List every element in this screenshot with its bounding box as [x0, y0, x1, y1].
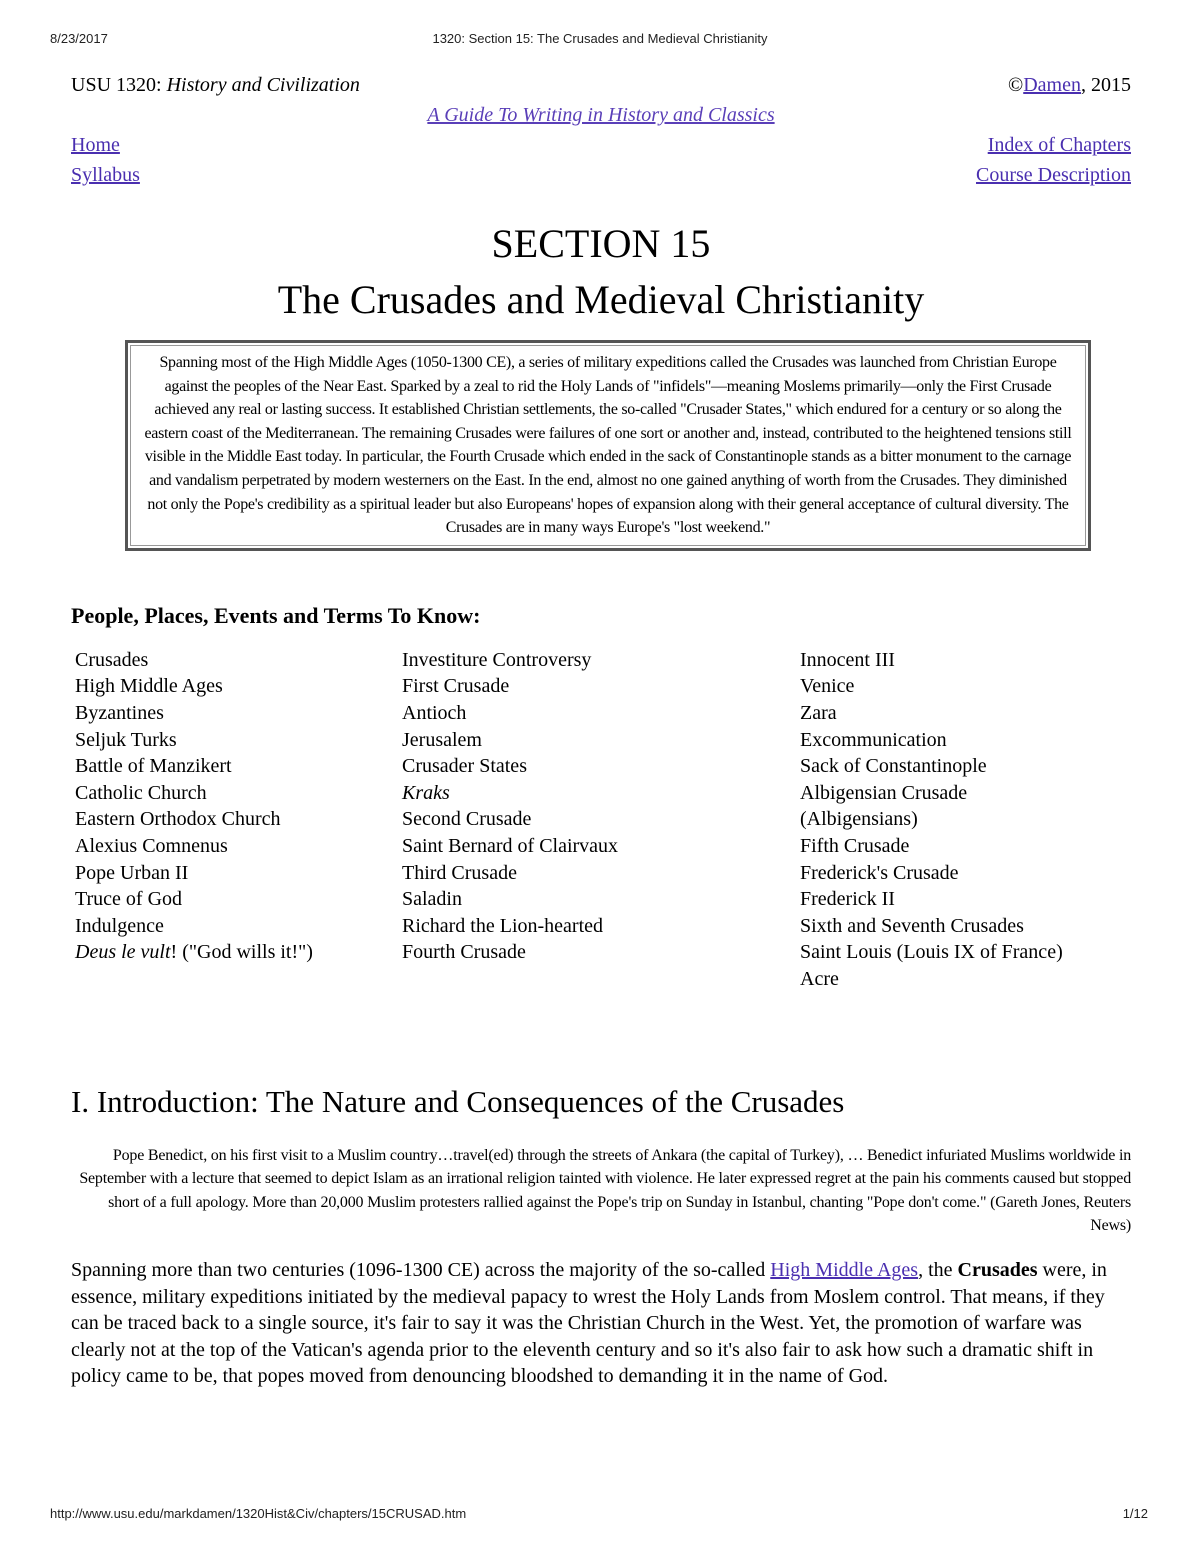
term-item: First Crusade	[402, 675, 510, 698]
term-item: Battle of Manzikert	[75, 755, 232, 778]
term-item: Innocent III	[800, 648, 895, 671]
term-item: Crusades	[75, 648, 149, 671]
term-item: Jerusalem	[402, 728, 482, 751]
term-item: Excommunication	[800, 728, 947, 751]
term-item: Fourth Crusade	[402, 941, 526, 964]
course-title: History and Civilization	[166, 74, 360, 96]
term-item: Catholic Church	[75, 781, 207, 804]
page-number: 1/12	[1122, 1506, 1148, 1521]
paragraph-text-mid: , the	[918, 1259, 958, 1282]
paragraph-text-start: Spanning more than two centuries (1096-1300 CE) across the majority of the so-called	[71, 1259, 771, 1282]
term-item: Indulgence	[75, 914, 164, 937]
term-item: Saladin	[402, 888, 462, 911]
introduction-heading: I. Introduction: The Nature and Consequences of the Crusades	[71, 1083, 845, 1119]
section-heading	[71, 216, 1131, 328]
nav-row-2	[71, 160, 1131, 190]
term-item: Antioch	[402, 701, 467, 724]
terms-column-1	[75, 647, 313, 966]
term-item: Albigensian Crusade	[800, 781, 968, 804]
term-item: Byzantines	[75, 701, 164, 724]
term-item: Sixth and Seventh Crusades	[800, 914, 1024, 937]
term-item: Saint Louis (Louis IX of France)	[800, 941, 1063, 964]
nav-row-1	[71, 130, 1131, 160]
course-header-row	[71, 70, 1131, 100]
document-page	[71, 70, 1131, 1389]
crusades-term: Crusades	[957, 1259, 1038, 1282]
intro-paragraph	[71, 1257, 1131, 1389]
print-date: 8/23/2017	[50, 31, 108, 46]
course-name	[71, 70, 360, 100]
term-item: Zara	[800, 701, 837, 724]
term-item: Frederick II	[800, 888, 895, 911]
home-link[interactable]: Home	[71, 134, 120, 156]
term-item: High Middle Ages	[75, 675, 223, 698]
writing-guide-link[interactable]: A Guide To Writing in History and Classics	[427, 104, 775, 126]
terms-column-3	[800, 647, 1063, 993]
syllabus-link[interactable]: Syllabus	[71, 164, 140, 186]
term-item: Alexius Comnenus	[75, 834, 228, 857]
term-item-rest: ! ("God wills it!")	[170, 941, 313, 964]
guide-row	[71, 100, 1131, 130]
term-item: Second Crusade	[402, 808, 532, 831]
term-item-italic: Deus le vult	[75, 941, 171, 964]
term-item: Crusader States	[402, 755, 527, 778]
chapter-summary-box: Spanning most of the High Middle Ages (1050-1300 CE), a series of military expeditions called the Crusades was launched from Christian Europe against the peoples of the Near East. Sparked by a zeal to rid the Holy Lands of "infidels"—meaning Moslems primarily—only the First Crusade achieved any real or lasting success. It established Christian settlements, the so-called "Crusader States," which endured for a century or so along the eastern coast of the Mediterranean. The remaining Crusades were failures of one sort or another and, instead, contributed to the heightened tensions still visible in the Middle East today. In particular, the Fourth Crusade which ended in the sack of Constantinople stands as a bitter monument to the carnage and vandalism perpetrated by modern westerners on the East. In the end, almost no one gained anything of worth from the Crusades. They diminished not only the Pope's credibility as a spiritual leader but also Europeans' hopes of expansion along with their general acceptance of cultural diversity. The Crusades are in many ways Europe's "lost weekend."	[125, 340, 1091, 551]
index-of-chapters-link[interactable]: Index of Chapters	[987, 134, 1131, 156]
paragraph-text-end: were, in essence, military expeditions initiated by the medieval papacy to wrest the Holy Lands from Moslem control. That means, if they can be traced back to a single source, it's fair to say it was the Christian Church in the West. Yet, the promotion of warfare was clearly not at the top of the Vatican's agenda prior to the eleventh century and so it's also fair to ask how such a dramatic shift in policy came to be, that popes moved from denouncing bloodshed to demanding it in the name of God.	[71, 1259, 1107, 1387]
term-item: Acre	[800, 967, 839, 990]
term-item: Sack of Constantinople	[800, 755, 987, 778]
author-link[interactable]: Damen	[1023, 74, 1081, 96]
course-description-link[interactable]: Course Description	[976, 164, 1131, 186]
terms-heading: People, Places, Events and Terms To Know:	[71, 602, 481, 628]
term-item: Third Crusade	[402, 861, 517, 884]
term-item	[75, 939, 313, 966]
terms-column-2	[402, 647, 618, 966]
term-item: Truce of God	[75, 888, 183, 911]
copyright-symbol: ©	[1008, 74, 1024, 96]
term-item: Richard the Lion-hearted	[402, 914, 604, 937]
term-item: Eastern Orthodox Church	[75, 808, 281, 831]
terms-list	[71, 647, 1131, 992]
print-page-title: 1320: Section 15: The Crusades and Medieval Christianity	[432, 31, 768, 46]
copyright-year: , 2015	[1081, 74, 1131, 96]
term-item: Venice	[800, 675, 855, 698]
section-number: SECTION 15	[491, 221, 711, 266]
course-prefix: USU 1320:	[71, 74, 167, 96]
term-item-italic: Kraks	[402, 781, 450, 804]
page-url: http://www.usu.edu/markdamen/1320Hist&Civ/chapters/15CRUSAD.htm	[50, 1506, 467, 1521]
term-item: Investiture Controversy	[402, 648, 592, 671]
term-item: Pope Urban II	[75, 861, 189, 884]
high-middle-ages-link[interactable]: High Middle Ages	[770, 1259, 919, 1282]
term-item	[402, 780, 618, 807]
term-item: (Albigensians)	[800, 808, 918, 831]
print-footer	[0, 1506, 1200, 1524]
term-item: Fifth Crusade	[800, 834, 910, 857]
print-header	[0, 31, 1200, 49]
term-item: Frederick's Crusade	[800, 861, 959, 884]
term-item: Saint Bernard of Clairvaux	[402, 834, 619, 857]
copyright	[1008, 70, 1131, 100]
section-title: The Crusades and Medieval Christianity	[277, 277, 925, 322]
epigraph-quote: Pope Benedict, on his first visit to a Muslim country…travel(ed) through the streets of Ankara (the capital of Turkey), … Benedict infuriated Muslims worldwide in September with a lecture that seemed to depict Islam as an irrational religion tainted with violence. He later expressed regret at the pain his comments caused but stopped short of a full apology. More than 20,000 Muslim protesters rallied against the Pope's trip on Sunday in Istanbul, chanting "Pope don't come." (Gareth Jones, Reuters News)	[79, 1146, 1131, 1234]
term-item: Seljuk Turks	[75, 728, 177, 751]
